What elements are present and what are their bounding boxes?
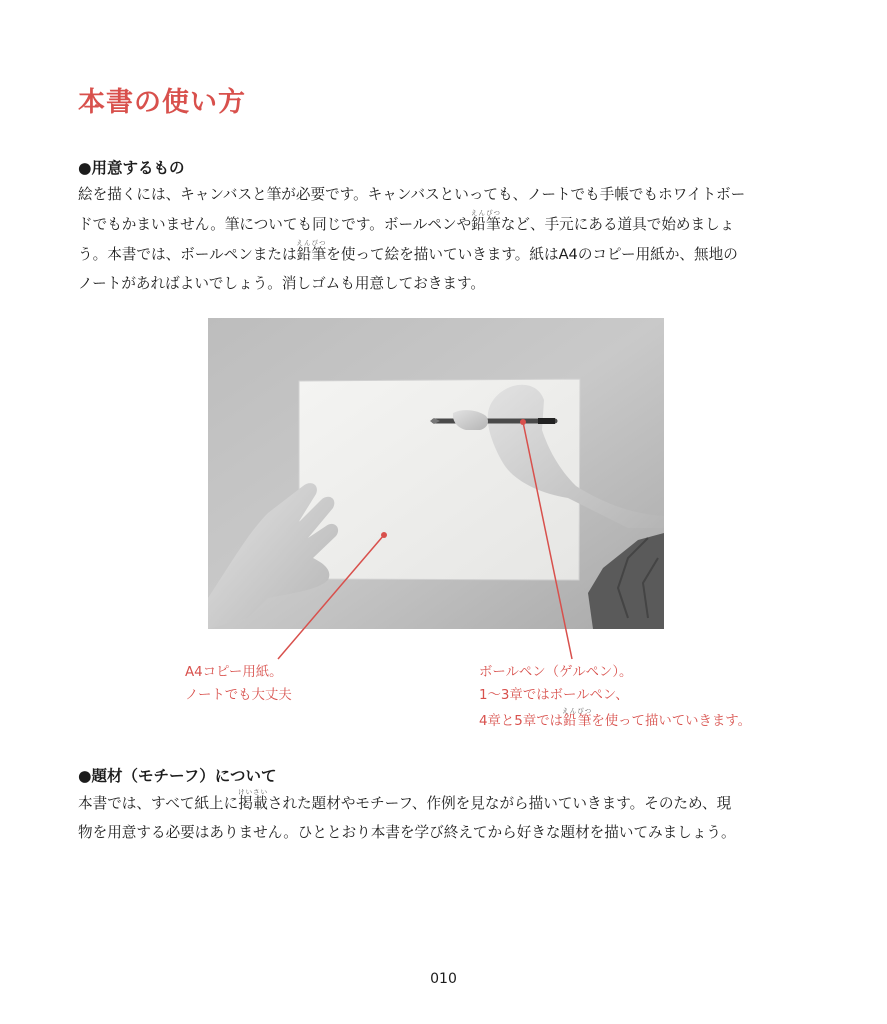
ruby-word: 鉛筆えんぴつ (296, 239, 327, 263)
callout-line: ボールペン（ゲルペン）。 (479, 665, 633, 680)
callout-line: 4章と5章では鉛筆えんぴつを使って描いていきます。 (479, 707, 752, 729)
callout-pen (479, 661, 751, 733)
body-line: ノートがあればよいでしょう。消しゴムも用意しておきます。 (78, 275, 486, 292)
photo-hands-drawing (208, 318, 664, 629)
section-body-motif (78, 788, 808, 847)
callout-line: ノートでも大丈夫 (185, 688, 292, 703)
body-line: う。本書では、ボールペンまたは鉛筆えんぴつを使って絵を描いていきます。紙はA4のコピー用紙か、無地の (78, 239, 738, 263)
callout-line: 1～3章ではボールペン、 (479, 688, 629, 703)
body-line: 本書では、すべて紙上に掲載けいさいされた題材やモチーフ、作例を見ながら描いていきます。そのため、現 (78, 788, 732, 812)
body-line: 物を用意する必要はありません。ひととおり本書を学び終えてから好きな題材を描いてみましょう。 (78, 824, 736, 841)
body-line: ドでもかまいません。筆についても同じです。ボールペンや鉛筆えんぴつなど、手元にある道具で始めましょ (78, 209, 735, 233)
section-heading-motif: ●題材（モチーフ）について (78, 767, 277, 785)
body-line: 絵を描くには、キャンバスと筆が必要です。キャンバスといっても、ノートでも手帳でもホワイトボー (78, 186, 746, 203)
page-title: 本書の使い方 (78, 87, 246, 118)
callout-paper (185, 661, 292, 707)
section-body-supplies (78, 180, 808, 298)
section-heading-supplies: ●用意するもの (78, 159, 185, 177)
ruby-word: 掲載けいさい (238, 788, 269, 812)
page-number: 010 (430, 971, 457, 987)
callout-line: A4コピー用紙。 (185, 665, 283, 680)
ruby-word: 鉛筆えんぴつ (470, 209, 501, 233)
ruby-word: 鉛筆えんぴつ (562, 707, 593, 729)
